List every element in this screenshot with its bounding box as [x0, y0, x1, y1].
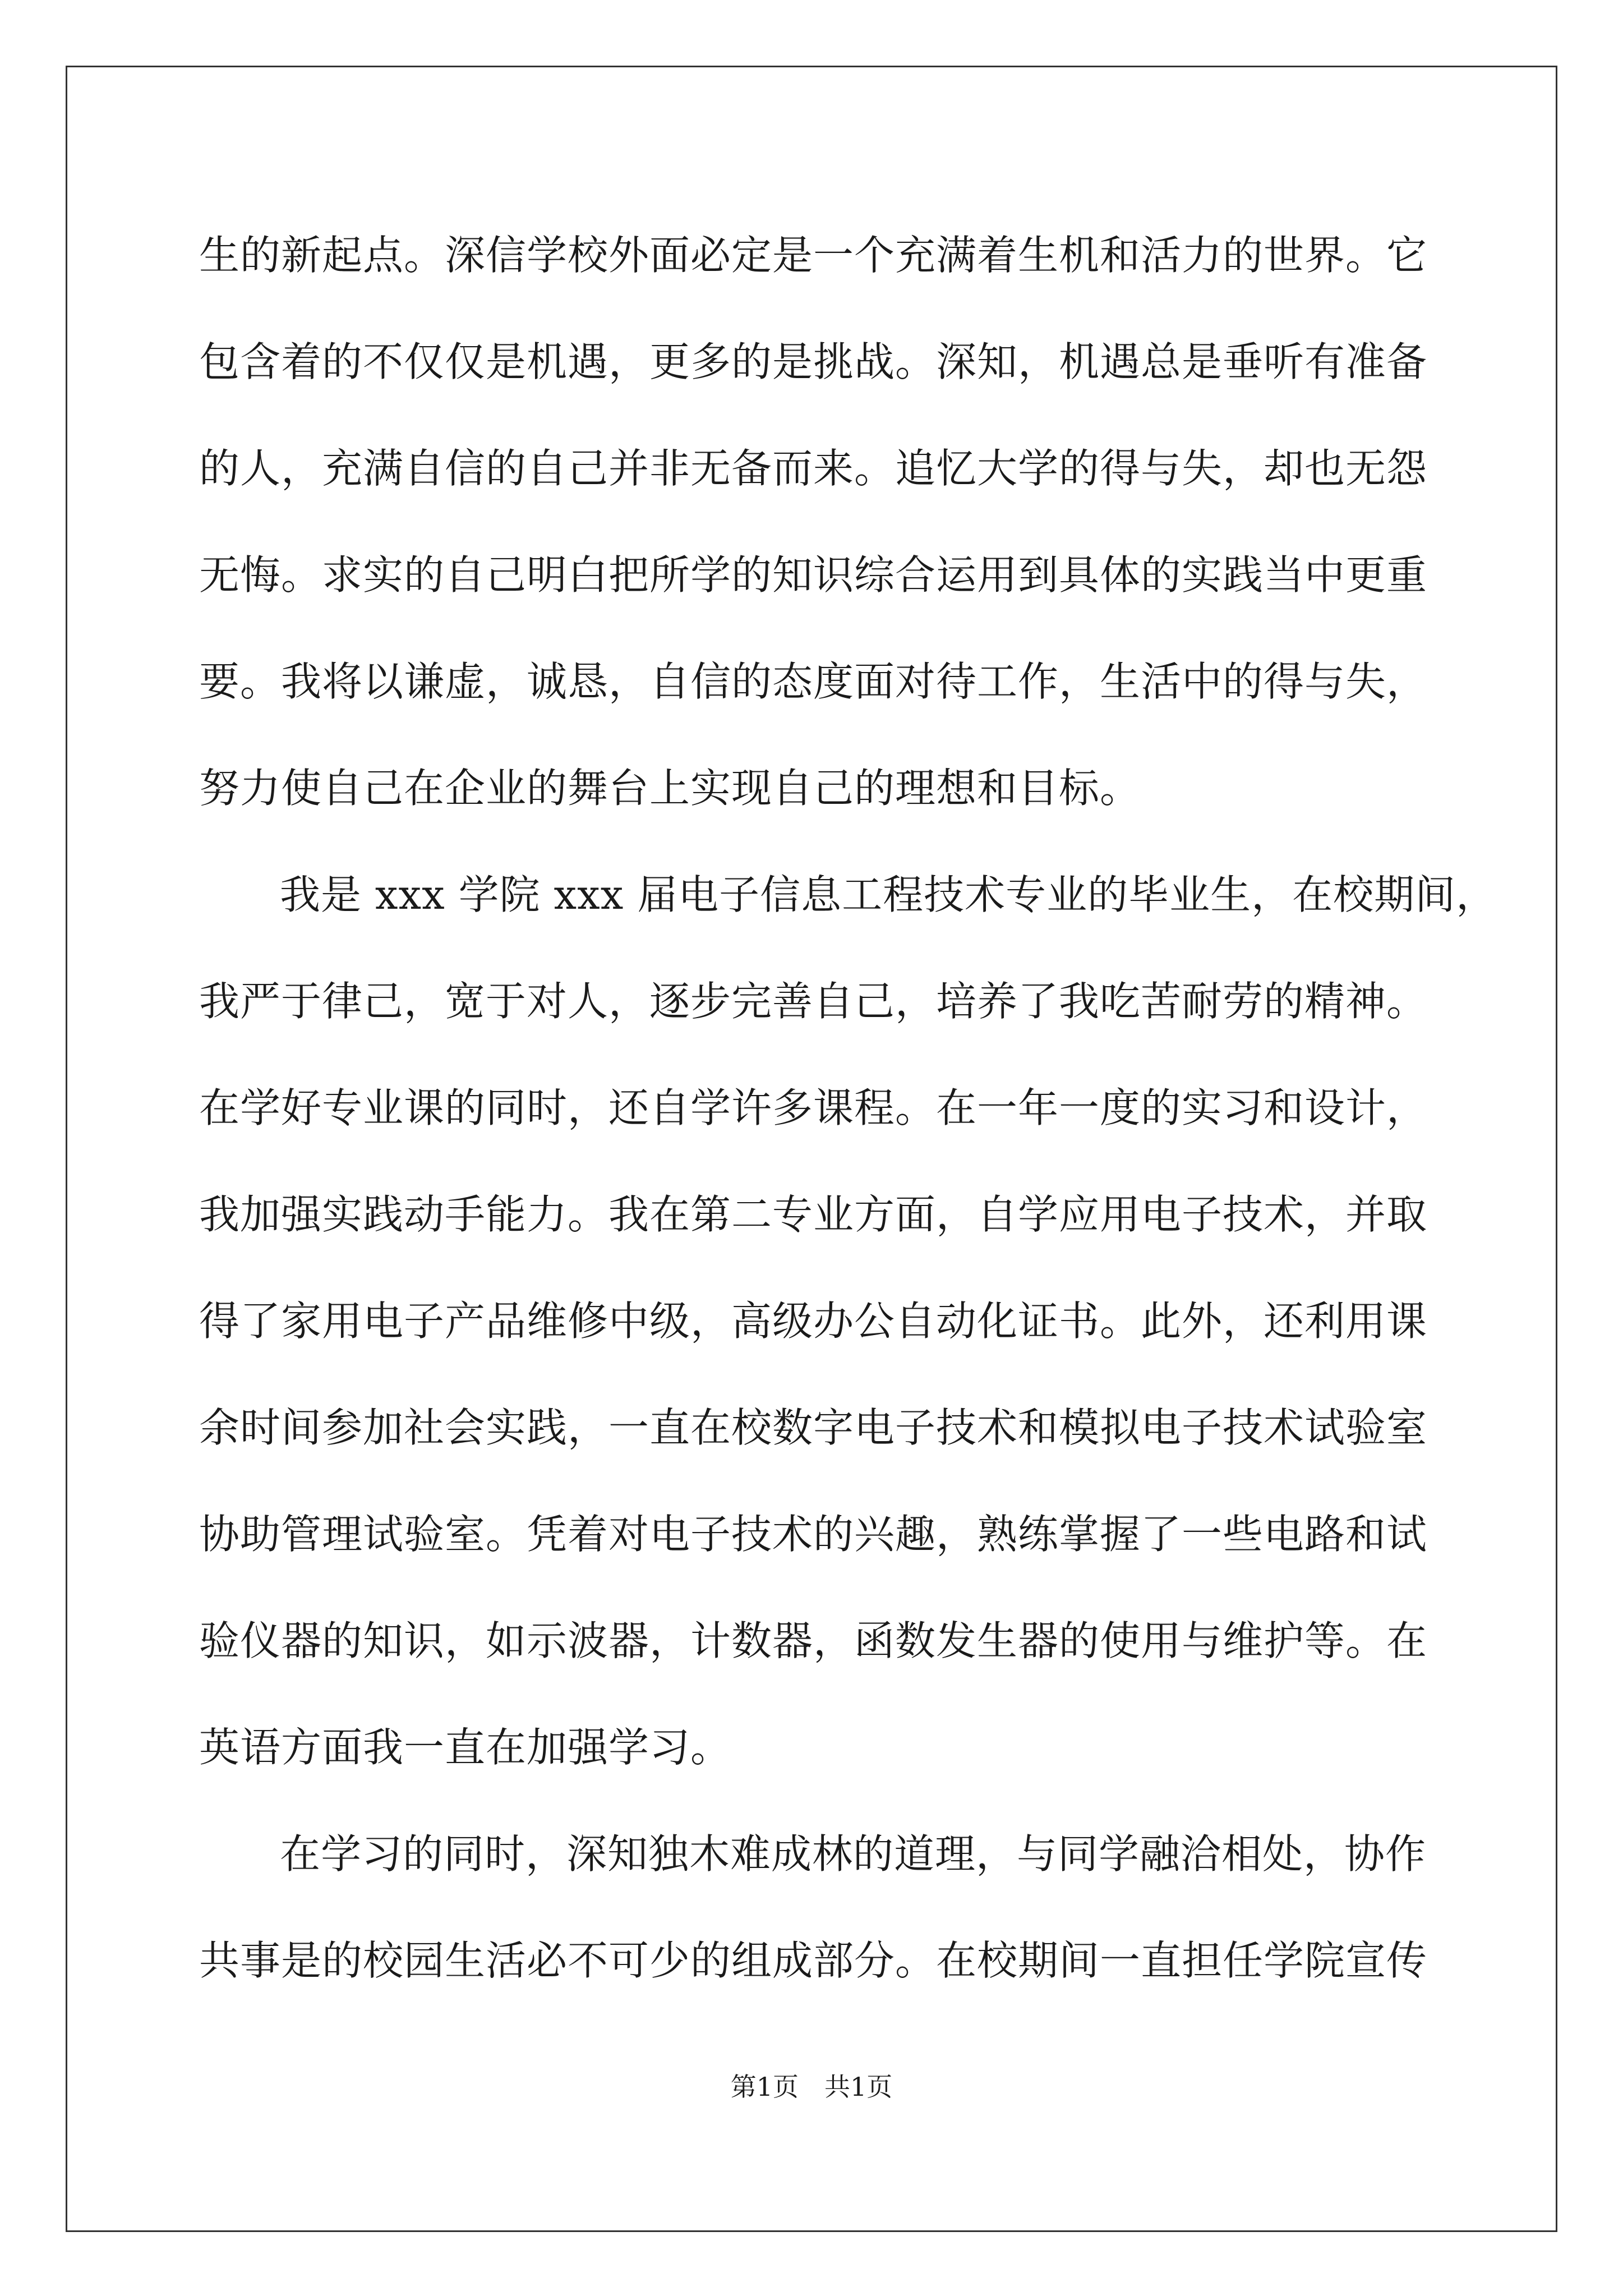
- text-line: 得了家用电子产品维修中级，高级办公自动化证书。此外，还利用课: [199, 1297, 1428, 1345]
- text-line: 要。我将以谦虚，诚恳，自信的态度面对待工作，生活中的得与失，: [199, 658, 1428, 705]
- text-line: 我加强实践动手能力。我在第二专业方面，自学应用电子技术，并取: [199, 1191, 1428, 1238]
- text-line: 在学习的同时，深知独木难成林的道理，与同学融洽相处，协作: [280, 1830, 1427, 1878]
- text-line: 努力使自己在企业的舞台上实现自己的理想和目标。: [199, 765, 1141, 812]
- text-line: 英语方面我一直在加强学习。: [199, 1724, 732, 1771]
- text-line: 包含着的不仅仅是机遇，更多的是挑战。深知，机遇总是垂听有准备: [199, 338, 1428, 385]
- text-line: 余时间参加社会实践，一直在校数字电子技术和模拟电子技术试验室: [199, 1404, 1428, 1451]
- text-line: 协助管理试验室。凭着对电子技术的兴趣，熟练掌握了一些电路和试: [199, 1511, 1428, 1558]
- text-line: 我是 xxx 学院 xxx 届电子信息工程技术专业的毕业生，在校期间，: [280, 871, 1497, 918]
- document-body: [199, 202, 1497, 2014]
- page-number: 第1页 共1页: [730, 2072, 893, 2102]
- text-line: 在学好专业课的同时，还自学许多课程。在一年一度的实习和设计，: [199, 1084, 1428, 1131]
- text-line: 无悔。求实的自己明白把所学的知识综合运用到具体的实践当中更重: [199, 551, 1428, 599]
- text-line: 的人，充满自信的自己并非无备而来。追忆大学的得与失，却也无怨: [199, 445, 1428, 492]
- text-line: 生的新起点。深信学校外面必定是一个充满着生机和活力的世界。它: [199, 232, 1428, 279]
- text-line: 验仪器的知识，如示波器，计数器，函数发生器的使用与维护等。在: [199, 1617, 1428, 1664]
- text-line: 我严于律己，宽于对人，逐步完善自己，培养了我吃苦耐劳的精神。: [199, 978, 1428, 1025]
- page-footer: [0, 2070, 1623, 2104]
- text-line: 共事是的校园生活必不可少的组成部分。在校期间一直担任学院宣传: [199, 1937, 1428, 1984]
